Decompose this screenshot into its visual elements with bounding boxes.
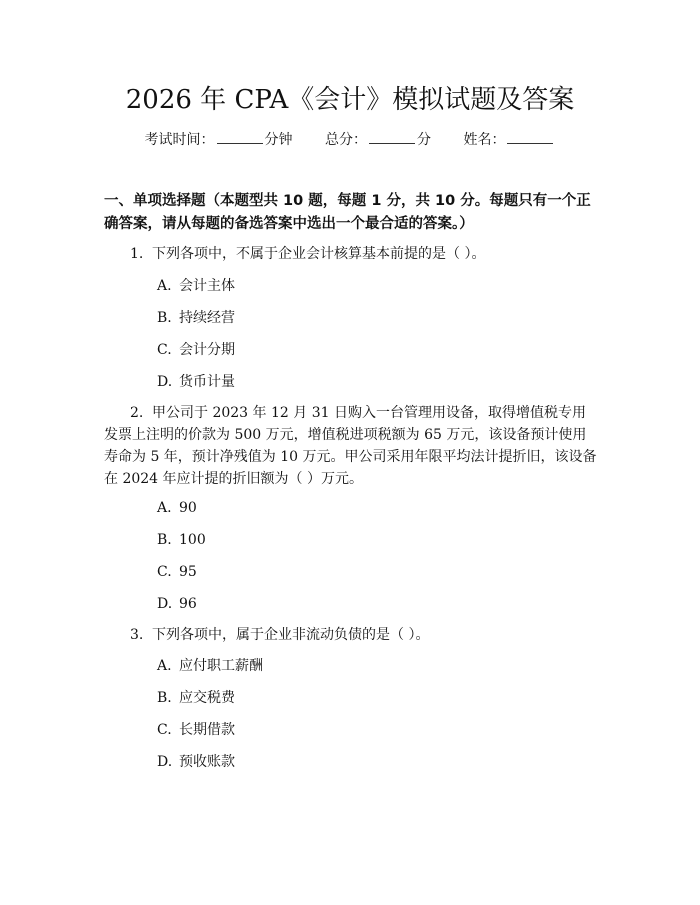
option-letter: B.: [157, 310, 172, 326]
question-text: 下列各项中，不属于企业会计核算基本前提的是（ ）。: [152, 246, 486, 262]
option-text: 预收账款: [179, 754, 235, 770]
option-letter: D.: [157, 596, 173, 612]
option-3d: [157, 751, 235, 773]
option-text: 应交税费: [179, 690, 235, 706]
name-blank: [507, 131, 553, 144]
option-3a: [157, 655, 263, 677]
option-1c: [157, 339, 235, 361]
option-text: 会计分期: [179, 342, 235, 358]
question-number: 3.: [130, 627, 144, 643]
option-2c: [157, 561, 197, 583]
option-letter: A.: [157, 500, 172, 516]
score-blank: [369, 131, 415, 144]
option-1a: [157, 275, 235, 297]
question-3: [104, 624, 598, 646]
total-score: [325, 132, 431, 148]
option-3b: [157, 687, 235, 709]
option-letter: D.: [157, 374, 173, 390]
option-2a: [157, 497, 197, 519]
question-2: [104, 402, 598, 490]
exam-time: [145, 132, 293, 148]
option-letter: C.: [157, 722, 172, 738]
option-letter: B.: [157, 532, 172, 548]
score-unit: 分: [417, 132, 431, 148]
option-3c: [157, 719, 235, 741]
question-text: 甲公司于 2023 年 12 月 31 日购入一台管理用设备，取得增值税专用发票上注明的价款为 500 万元，增值税进项税额为 65 万元，该设备预计使用寿命为 5 年，预计净残值为 10 万元。甲公司采用年限平均法计提折旧，该设备在 2024 年应计提的折旧额为（ ）万元。: [104, 405, 597, 487]
name-label: 姓名：: [463, 132, 506, 148]
student-name: [463, 132, 555, 148]
option-letter: B.: [157, 690, 172, 706]
question-number: 1.: [130, 246, 144, 262]
question-number: 2.: [130, 405, 144, 421]
score-label: 总分：: [325, 132, 367, 148]
question-text: 下列各项中，属于企业非流动负债的是（ ）。: [152, 627, 430, 643]
option-letter: C.: [157, 342, 172, 358]
option-text: 90: [179, 500, 197, 516]
time-blank: [217, 131, 263, 144]
page-title: 2026 年 CPA《会计》模拟试题及答案: [125, 85, 575, 115]
option-letter: A.: [157, 658, 172, 674]
option-letter: D.: [157, 754, 173, 770]
time-unit: 分钟: [264, 132, 293, 148]
question-1: [104, 243, 598, 265]
option-text: 会计主体: [179, 278, 235, 294]
option-text: 应付职工薪酬: [179, 658, 263, 674]
option-text: 95: [179, 564, 197, 580]
time-label: 考试时间：: [144, 132, 215, 148]
option-2d: [157, 593, 197, 615]
option-letter: C.: [157, 564, 172, 580]
option-text: 96: [179, 596, 197, 612]
option-letter: A.: [157, 278, 172, 294]
option-1d: [157, 371, 235, 393]
section-heading: 一、单项选择题（本题型共 10 题，每题 1 分，共 10 分。每题只有一个正确答案，请从每题的备选答案中选出一个最合适的答案。）: [104, 193, 591, 232]
option-2b: [157, 529, 206, 551]
option-text: 持续经营: [179, 310, 235, 326]
option-1b: [157, 307, 235, 329]
option-text: 100: [179, 532, 206, 548]
exam-meta: [0, 130, 700, 150]
option-text: 长期借款: [179, 722, 235, 738]
option-text: 货币计量: [179, 374, 235, 390]
